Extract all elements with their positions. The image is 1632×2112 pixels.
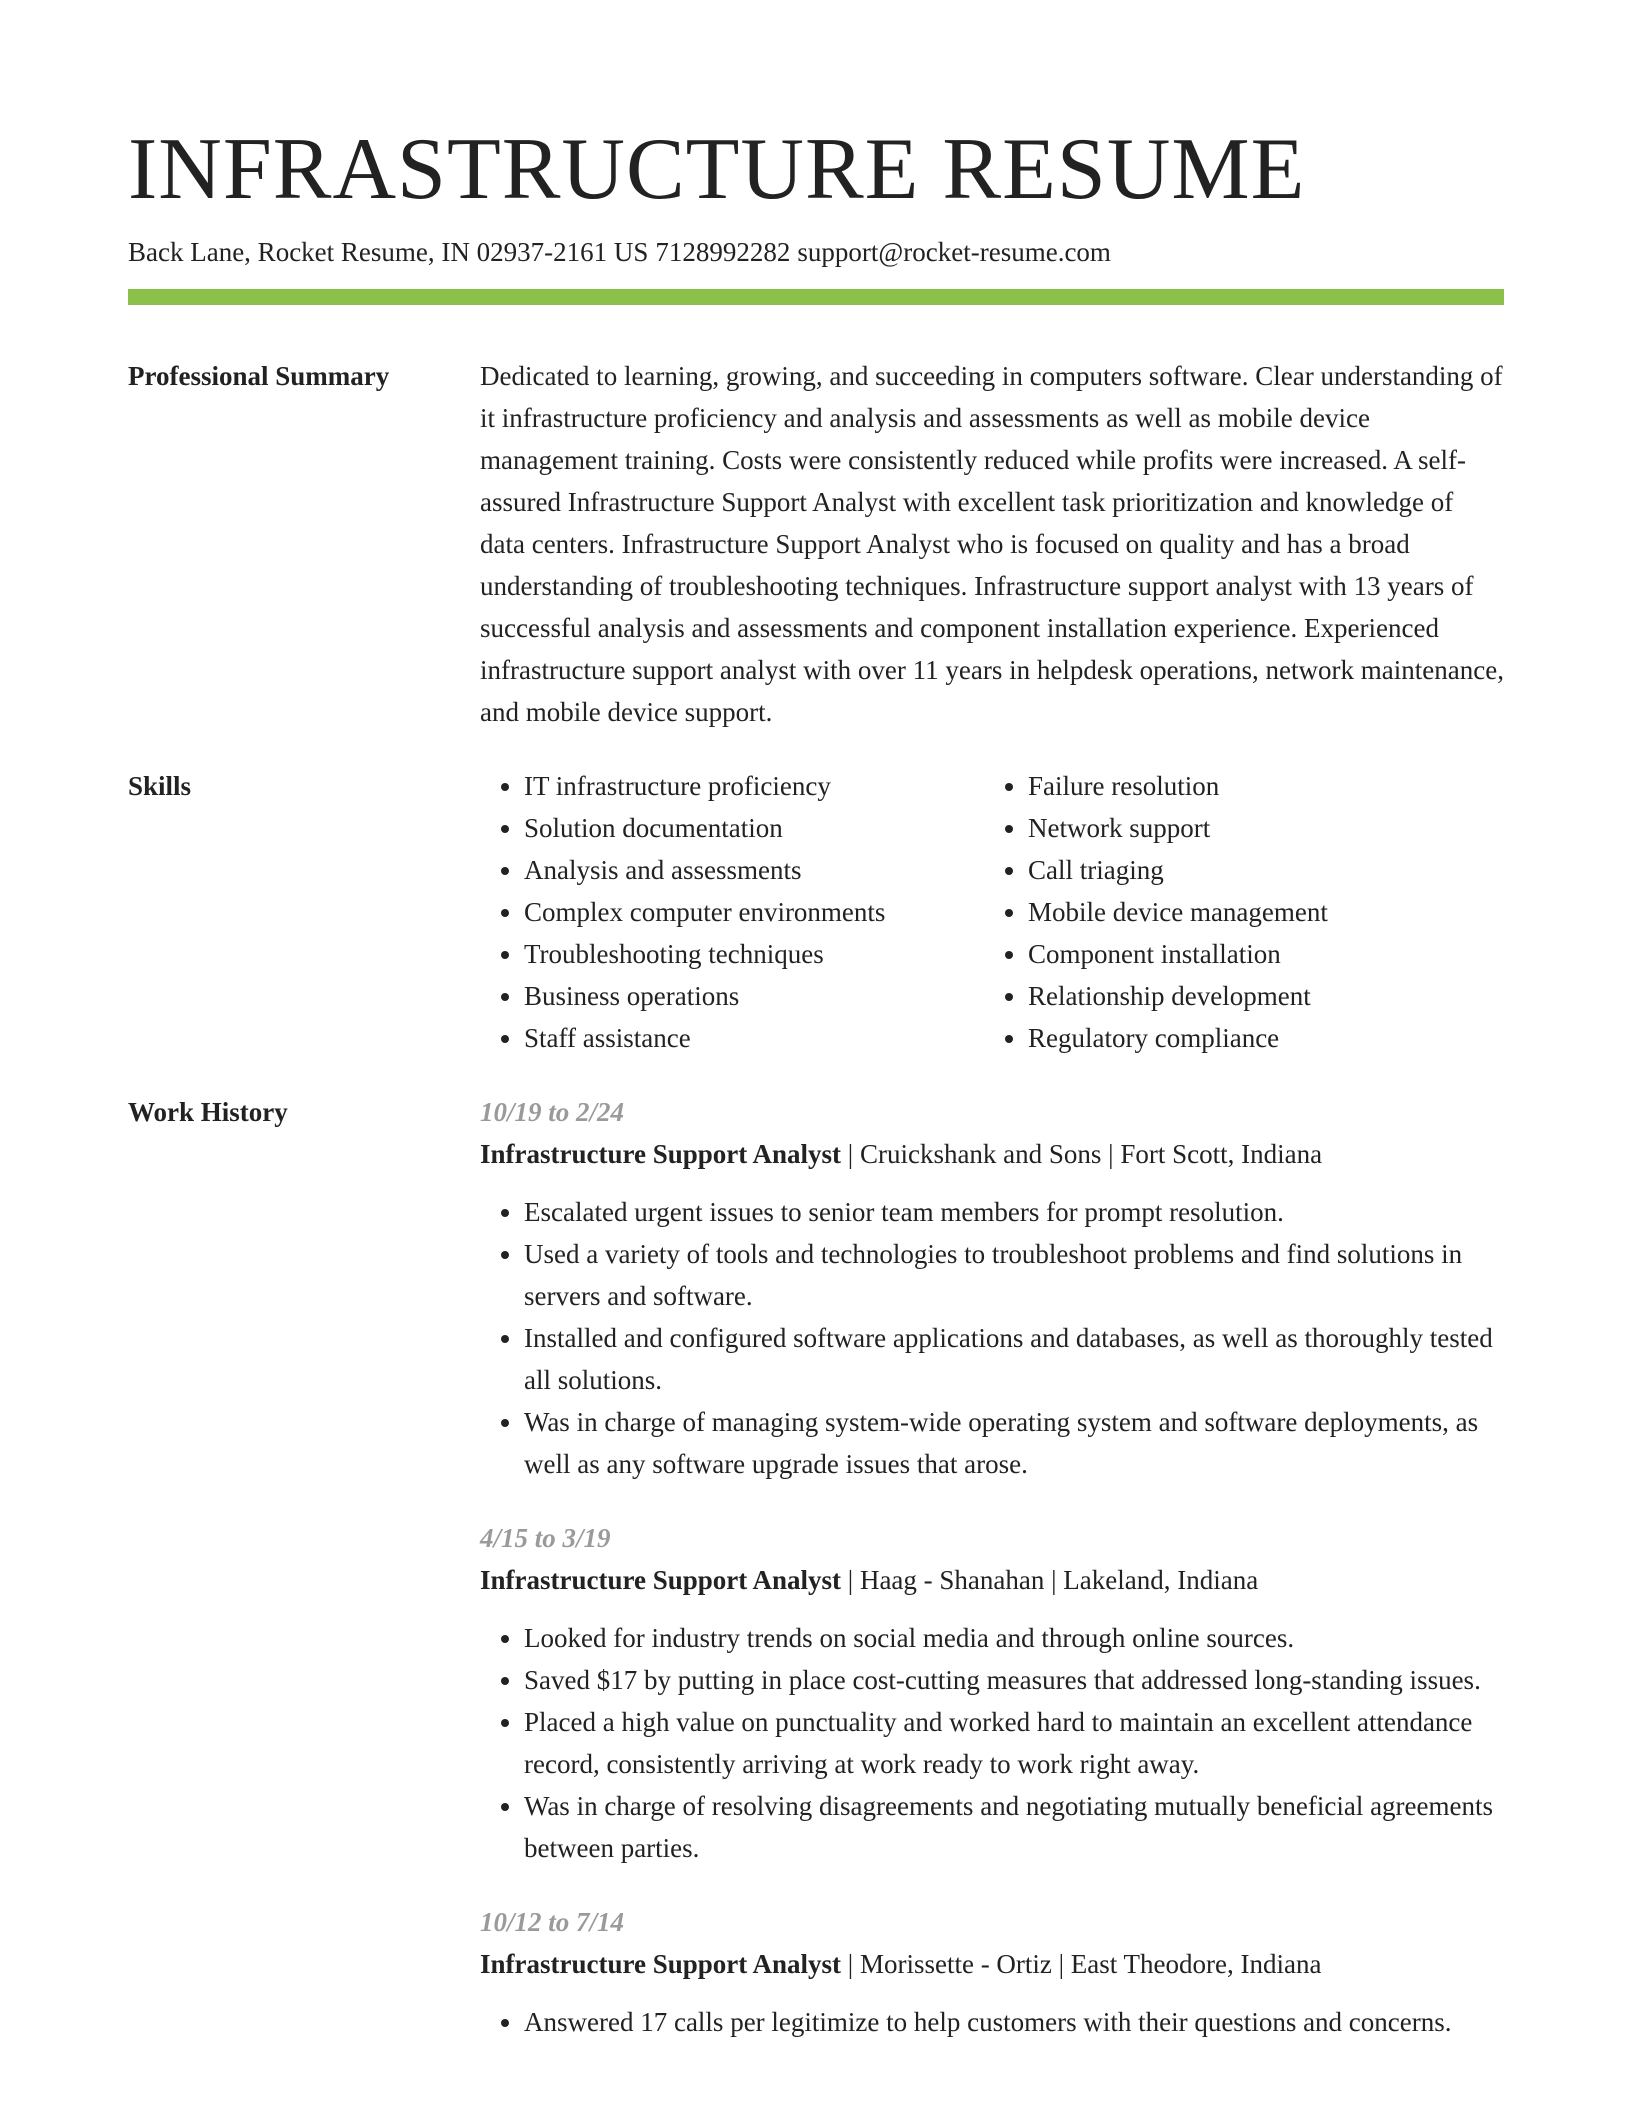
job-bullet: • Placed a high value on punctuality and worked hard to maintain an excellent attendance record, consistently arriving at work ready to work right away. [524,1701,1504,1785]
work-history-body [480,1091,1504,2043]
job-bullet: • Saved $17 by putting in place cost-cutting measures that addressed long-standing issues. [524,1659,1504,1701]
summary-section [128,355,1504,733]
header-divider [128,289,1504,305]
skills-columns [480,765,1504,1059]
job-details: | Morissette - Ortiz | East Theodore, Indiana [841,1949,1322,1979]
job-details: | Cruickshank and Sons | Fort Scott, Indiana [841,1139,1323,1169]
skill-item: • Relationship development [1028,975,1498,1017]
contact-phone: 7128992282 [655,237,791,267]
skills-section [128,765,1504,1059]
resume-name: INFRASTRUCTURE RESUME [128,121,1306,218]
job-dates: 4/15 to 3/19 [480,1523,611,1553]
work-history-heading: Work History [128,1097,288,1127]
job-title: Infrastructure Support Analyst [480,1949,842,1979]
job-bullet: • Installed and configured software applications and databases, as well as thoroughly tested all solutions. [524,1317,1504,1401]
skill-item: • Regulatory compliance [1028,1017,1498,1059]
contact-email: support@rocket-resume.com [797,237,1111,267]
contact-line [128,234,1504,270]
job-bullet: • Used a variety of tools and technologies to troubleshoot problems and find solutions in servers and software. [524,1233,1504,1317]
skills-list-right [984,765,1498,1059]
work-history-section [128,1091,1504,2043]
skill-item: • Component installation [1028,933,1498,975]
job-bullets [480,1191,1504,1485]
skill-item: • Network support [1028,807,1498,849]
skill-item: • Staff assistance [524,1017,984,1059]
summary-heading: Professional Summary [128,361,390,391]
job-bullet: • Escalated urgent issues to senior team members for prompt resolution. [524,1191,1504,1233]
job-bullet: • Was in charge of resolving disagreements and negotiating mutually beneficial agreements between parties. [524,1785,1504,1869]
job-title: Infrastructure Support Analyst [480,1139,842,1169]
job-details: | Haag - Shanahan | Lakeland, Indiana [841,1565,1259,1595]
skill-item: • Failure resolution [1028,765,1498,807]
contact-address: Back Lane, Rocket Resume, IN 02937-2161 US [128,237,649,267]
job-dates: 10/12 to 7/14 [480,1907,625,1937]
job-entry [480,1901,1504,2043]
job-heading [480,1943,1504,1985]
skill-item: • Business operations [524,975,984,1017]
job-bullet: • Was in charge of managing system-wide operating system and software deployments, as well as any software upgrade issues that arose. [524,1401,1504,1485]
job-bullet: • Looked for industry trends on social media and through online sources. [524,1617,1504,1659]
job-bullet: • Answered 17 calls per legitimize to help customers with their questions and concerns. [524,2001,1504,2043]
skill-item: • Call triaging [1028,849,1498,891]
skill-item: • Complex computer environments [524,891,984,933]
job-heading [480,1133,1504,1175]
skill-item: • Solution documentation [524,807,984,849]
job-bullets [480,2001,1504,2043]
skills-list-left [480,765,984,1059]
skill-item: • Troubleshooting techniques [524,933,984,975]
skill-item: • Mobile device management [1028,891,1498,933]
skills-heading: Skills [128,771,192,801]
job-heading [480,1559,1504,1601]
summary-body [480,355,1504,733]
skill-item: • IT infrastructure proficiency [524,765,984,807]
job-entry [480,1091,1504,1485]
summary-text: Dedicated to learning, growing, and succeeding in computers software. Clear understanding of it infrastructure proficiency and analysis and assessments as well as mobile device management training. Costs were consistently reduced while profits were increased. A self-assured Infrastructure Support Analyst with excellent task prioritization and knowledge of data centers. Infrastructure Support Analyst who is focused on quality and has a broad understanding of troubleshooting techniques. Infrastructure support analyst with 13 years of successful analysis and assessments and component installation experience. Experienced infrastructure support analyst with over 11 years in helpdesk operations, network maintenance, and mobile device support. [480,361,1504,727]
job-title: Infrastructure Support Analyst [480,1565,842,1595]
job-dates: 10/19 to 2/24 [480,1097,625,1127]
skill-item: • Analysis and assessments [524,849,984,891]
job-bullets [480,1617,1504,1869]
job-entry [480,1517,1504,1869]
